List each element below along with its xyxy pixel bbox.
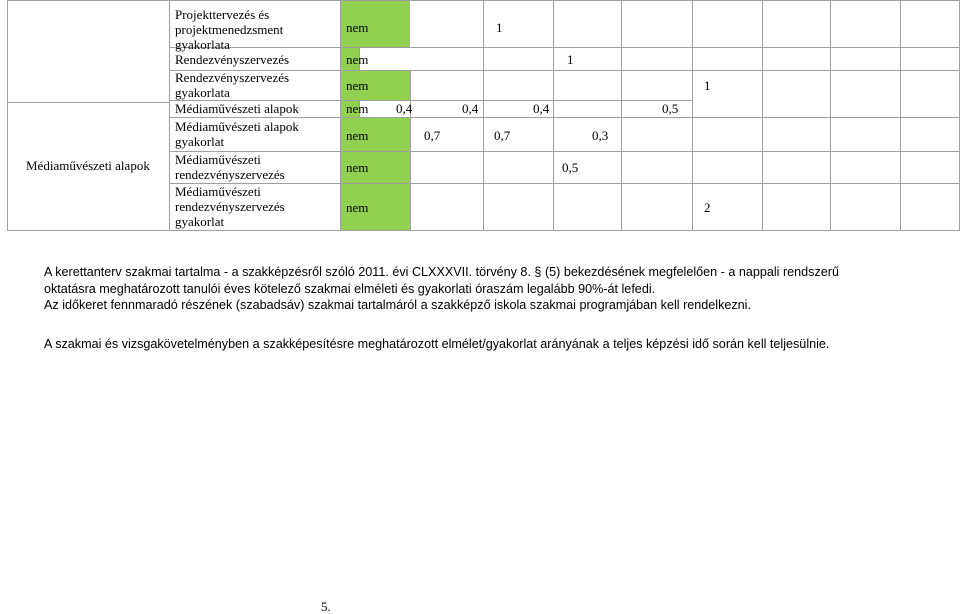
subject-name: Médiaművészeti rendezvényszervezés	[175, 152, 285, 182]
hours-value: 2	[704, 200, 711, 215]
hours-value: 1	[496, 20, 503, 35]
hours-value: 0,4	[533, 101, 550, 116]
curriculum-table	[0, 0, 960, 231]
hours-value: 0,5	[662, 101, 679, 116]
paragraph-line: A szakmai és vizsgakövetelményben a szakképesítésre meghatározott elmélet/gyakorlat arányának a teljes képzési idő során kell teljesülnie.	[44, 337, 830, 351]
subject-name: Médiaművészeti alapok	[175, 101, 299, 116]
hours-value: 0,3	[592, 128, 609, 143]
page-number: 5.	[321, 599, 331, 614]
subject-name: Rendezvényszervezés gyakorlata	[175, 70, 290, 100]
hours-value: 0,4	[396, 101, 413, 116]
paragraph-line: Az időkeret fennmaradó részének (szabadsáv) szakmai tartalmáról a szakképző iskola szakmai programjában kell rendelkezni.	[44, 298, 751, 312]
hours-value: 0,7	[494, 128, 511, 143]
paragraph-line: A kerettanterv szakmai tartalma - a szakképzésről szóló 2011. évi CLXXXVII. törvény 8. § (5) bekezdésének megfelelően - a nappali rendszerű	[44, 265, 839, 279]
status-text: nem	[346, 160, 369, 175]
hours-value: 0,5	[562, 160, 579, 175]
hours-value: 0,4	[462, 101, 479, 116]
status-text: nem	[346, 200, 369, 215]
status-text: nem	[346, 20, 369, 35]
hours-value: 1	[567, 52, 574, 67]
status-text: nem	[346, 78, 369, 93]
subject-name: Médiaművészeti alapok gyakorlat	[175, 119, 299, 149]
paragraph-line: oktatásra meghatározott tanulói éves kötelező szakmai elméleti és gyakorlati óraszám legalább 90%-át lefedi.	[44, 282, 656, 296]
status-text: nem	[346, 128, 369, 143]
section-label: Médiaművészeti alapok	[26, 158, 150, 173]
status-text: nem	[346, 101, 369, 116]
subject-name: Rendezvényszervezés	[175, 52, 290, 67]
status-text: nem	[346, 52, 369, 67]
subject-name: Projekttervezés és projektmenedzsment gyakorlata	[175, 7, 284, 52]
hours-value: 0,7	[424, 128, 441, 143]
hours-value: 1	[704, 78, 711, 93]
subject-name: Médiaművészeti rendezvényszervezés gyakorlat	[175, 184, 285, 229]
